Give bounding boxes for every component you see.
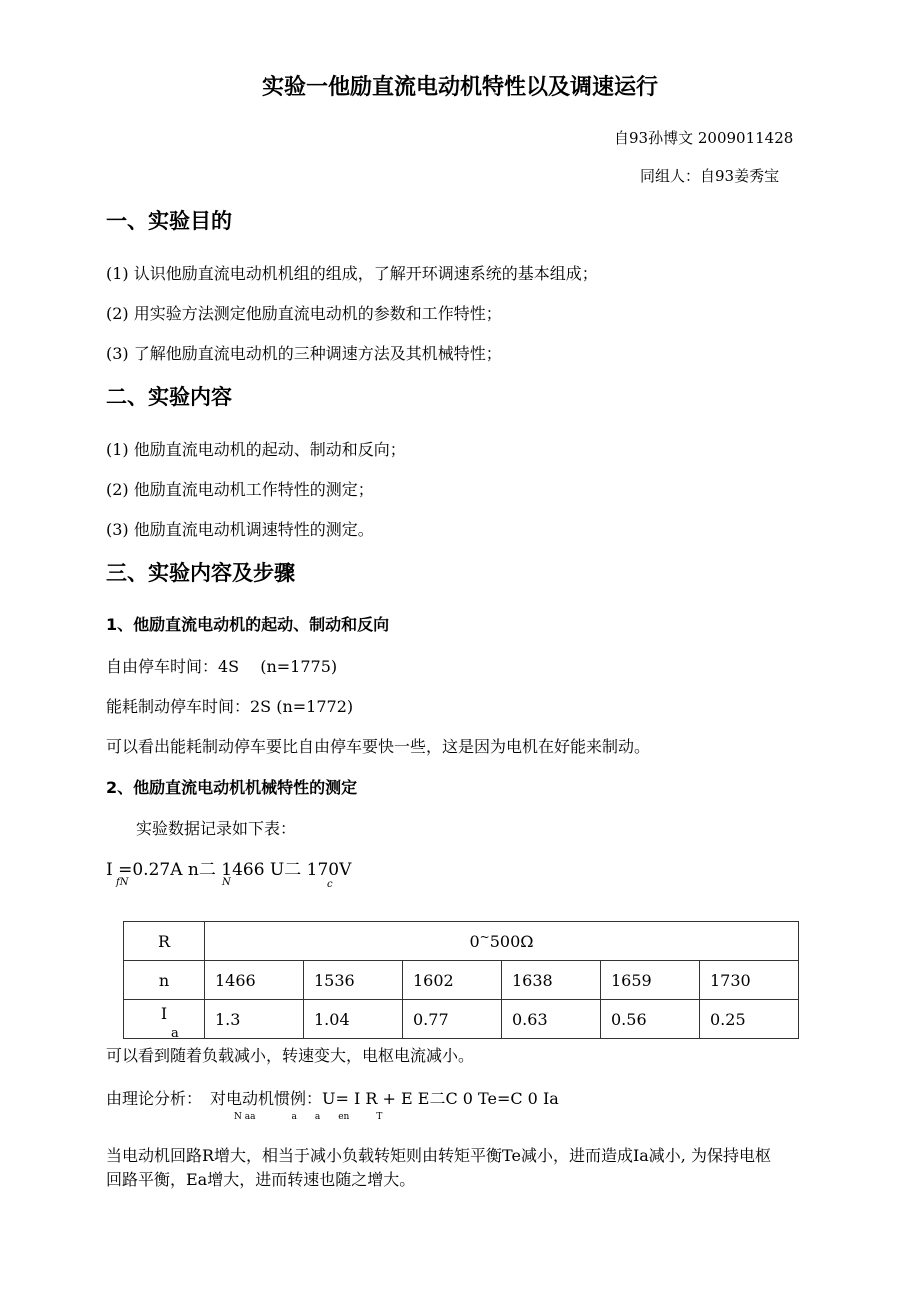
analysis-formula: 由理论分析： 对电动机惯例：U= I R + E E二C 0 Te=C 0 Ia: [106, 1089, 559, 1108]
table-intro: 实验数据记录如下表：: [136, 819, 297, 838]
table-cell: 1.04: [304, 1000, 403, 1039]
param-subscript-c: c: [327, 879, 333, 890]
resistance-range: 0~500Ω: [205, 922, 799, 961]
list-item: (2) 用实验方法测定他励直流电动机的参数和工作特性；: [106, 304, 502, 323]
subsection-heading-start-brake: 1、他励直流电动机的起动、制动和反向: [106, 615, 390, 634]
param-subscript-n: N: [222, 877, 231, 888]
table-header-n: n: [124, 961, 205, 1000]
brake-observation: 可以看出能耗制动停车要比自由停车要快一些，这是因为电机在好能来制动。: [106, 737, 651, 756]
table-cell: 1466: [205, 961, 304, 1000]
section-heading-objectives: 一、实验目的: [106, 209, 232, 233]
table-cell: 1.3: [205, 1000, 304, 1039]
list-item: (2) 他励直流电动机工作特性的测定；: [106, 480, 374, 499]
dynamic-brake-time: 能耗制动停车时间：2S (n=1772): [106, 697, 354, 716]
table-cell: 0.25: [700, 1000, 799, 1039]
data-table: [123, 921, 799, 1039]
table-row: [124, 1000, 799, 1039]
free-stop-time: 自由停车时间：4S (n=1775): [106, 657, 338, 676]
table-observation: 可以看到随着负载减小，转速变大，电枢电流减小。: [106, 1046, 475, 1065]
table-cell: 1730: [700, 961, 799, 1000]
table-cell: 1659: [601, 961, 700, 1000]
table-cell: 0.77: [403, 1000, 502, 1039]
table-cell: 0.63: [502, 1000, 601, 1039]
analysis-subscripts: N aa a a en T: [234, 1112, 383, 1122]
conclusion-line: 当电动机回路R增大，相当于减小负载转矩则由转矩平衡Te减小，进而造成Ia减小, 为保持电枢: [106, 1146, 771, 1165]
section-heading-content: 二、实验内容: [106, 385, 232, 409]
list-item: (1) 认识他励直流电动机机组的组成，了解开环调速系统的基本组成；: [106, 264, 598, 283]
list-item: (1) 他励直流电动机的起动、制动和反向；: [106, 440, 406, 459]
table-cell: 1536: [304, 961, 403, 1000]
table-cell: 1638: [502, 961, 601, 1000]
subsection-heading-mechanical: 2、他励直流电动机机械特性的测定: [106, 778, 358, 797]
table-cell: 1602: [403, 961, 502, 1000]
page-title: 实验一他励直流电动机特性以及调速运行: [261, 75, 658, 100]
conclusion-line: 回路平衡，Ea增大，进而转速也随之增大。: [106, 1170, 416, 1189]
table-cell: 0.56: [601, 1000, 700, 1039]
section-heading-steps: 三、实验内容及步骤: [106, 561, 295, 585]
table-header-ia: I a: [124, 1000, 205, 1039]
list-item: (3) 了解他励直流电动机的三种调速方法及其机械特性；: [106, 344, 502, 363]
rated-params: I =0.27A n二 1466 U二 170V: [106, 860, 352, 880]
table-header-r: R: [124, 922, 205, 961]
group-member-line: 同组人：自93姜秀宝: [640, 167, 780, 185]
list-item: (3) 他励直流电动机调速特性的测定。: [106, 520, 374, 539]
author-line: 自93孙博文 2009011428: [614, 129, 794, 147]
table-row: [124, 922, 799, 961]
param-subscript-fn: fN: [116, 877, 129, 888]
table-row: [124, 961, 799, 1000]
